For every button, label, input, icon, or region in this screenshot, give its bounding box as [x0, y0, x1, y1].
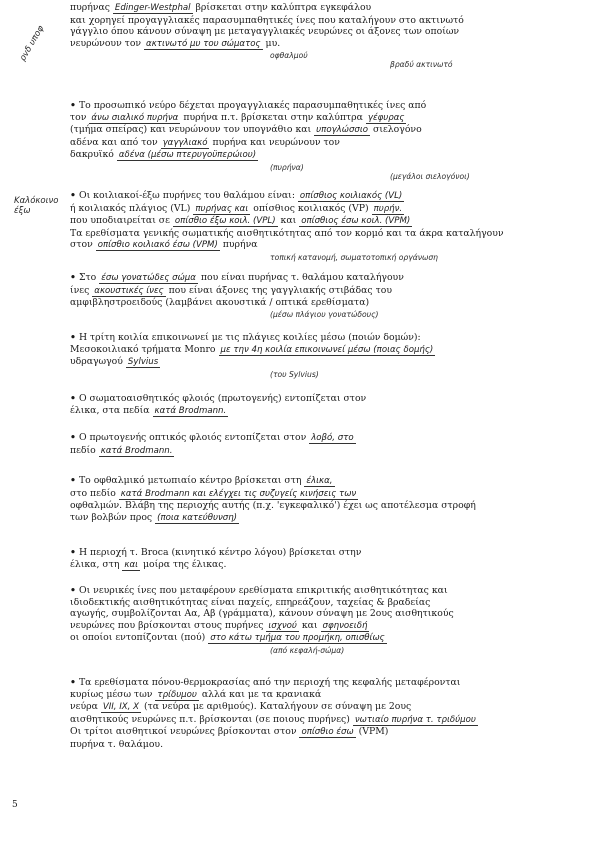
handwritten-answer: κατά Brodmann.	[154, 405, 227, 416]
printed-text: πυρήνα	[222, 239, 258, 251]
printed-text: γάγγλιο όπου κάνουν σύναψη με μεταγαγγλιακές νευρώνες οι άξονες των οποίων	[70, 26, 460, 38]
printed-text: δακρυϊκό	[70, 149, 114, 161]
bullet-icon: •	[70, 393, 76, 404]
question-line	[70, 100, 585, 112]
question-line	[70, 215, 585, 228]
handwritten-answer: οπίσθιος έσω κοιλ. (VPM)	[301, 216, 411, 227]
printed-text: οι οποίοι εντοπίζονται (πού)	[70, 632, 206, 644]
printed-text: νευρώνες που βρίσκονται στους πυρήνες	[70, 619, 264, 631]
printed-text: αλλά και με τα κρανιακά	[201, 688, 322, 700]
handwritten-annotation: (πυρήνα)	[270, 162, 304, 172]
bullet-icon: •	[70, 677, 76, 688]
question-line	[70, 356, 585, 369]
question-line	[70, 332, 585, 344]
bullet-icon: •	[70, 332, 76, 343]
printed-text: στο πεδίο	[70, 487, 116, 499]
printed-text: Στο	[78, 272, 97, 283]
question-line	[70, 739, 585, 751]
question-line	[70, 203, 585, 216]
printed-text: Οι κοιλιακοί-έξω πυρήνες του θαλάμου είναι:	[78, 190, 295, 201]
printed-text: και χορηγεί προγαγγλιακές παρασυμπαθητικές ίνες που καταλήγουν στο ακτινωτό	[70, 14, 464, 26]
printed-text: ίνες	[70, 284, 90, 296]
handwritten-answer: πυρήνας και	[195, 203, 249, 214]
printed-text: πυρήνα και νευρώνουν τον	[212, 136, 340, 148]
printed-text: (VPM)	[358, 726, 389, 738]
printed-text: νευρώνουν τον	[70, 37, 142, 49]
printed-text: Το προσωπικό νεύρο δέχεται προγαγγλιακές παρασυμπαθητικές ίνες από	[78, 100, 427, 111]
question-s6	[70, 393, 585, 417]
printed-text: Το οφθαλμικό μετωπιαίο κέντρο βρίσκεται στη	[78, 475, 302, 486]
question-s8	[70, 475, 585, 524]
handwritten-answer: τρίδυμου	[157, 689, 197, 700]
printed-text: κυρίως μέσω των	[70, 688, 153, 700]
handwritten-answer: Edinger-Westphal	[114, 3, 191, 13]
handwritten-answer: (ποια κατεύθυνση)	[157, 512, 237, 523]
printed-text: Μεσοκοιλιακό τρήματα Monro	[70, 343, 216, 355]
question-line	[70, 393, 585, 405]
question-line	[70, 585, 585, 597]
question-line	[70, 714, 585, 727]
printed-text: νεύρα	[70, 701, 98, 713]
question-line	[70, 137, 585, 150]
handwritten-answer: στο κάτω τμήμα του προμήκη, οπισθίως	[210, 633, 385, 644]
question-line	[70, 620, 585, 633]
question-line	[70, 701, 585, 714]
printed-text: υδραγωγού	[70, 356, 123, 368]
question-line	[70, 344, 585, 357]
printed-text: Η περιοχή τ. Broca (κινητικό κέντρο λόγου) βρίσκεται στην	[78, 547, 362, 558]
printed-text: πυρήνα τ. θαλάμου.	[70, 738, 164, 750]
handwritten-annotation: (μέσω πλάγιου γονατώδους)	[270, 309, 379, 319]
handwritten-answer: γαγγλιακό	[162, 137, 208, 148]
printed-text: (τα νεύρα με αριθμούς). Καταλήγουν σε σύναψη με 2ους	[144, 701, 412, 713]
question-s11	[70, 677, 585, 751]
handwritten-answer: αδένα (μέσω πτερυγοϋπερώιου)	[118, 150, 257, 161]
question-line	[70, 632, 585, 645]
printed-text: αισθητικούς νευρώνες π.τ. βρίσκονται (σε ποιους πυρήνες)	[70, 713, 350, 725]
printed-text: ιδιοδεκτικής αισθητικότητας είναι παχείς, επηρεάζουν, ταχείας & βραδείας	[70, 596, 431, 608]
question-line	[70, 38, 585, 51]
handwritten-answer: νωτιαίο πυρήνα τ. τριδύμου	[354, 714, 476, 725]
question-line	[70, 726, 585, 739]
printed-text: πυρήνα π.τ. βρίσκεται στην καλύπτρα	[183, 111, 363, 123]
printed-text: που υποδιαιρείται σε	[70, 215, 170, 227]
question-line	[70, 547, 585, 559]
question-line	[70, 559, 585, 572]
bullet-icon: •	[70, 272, 76, 283]
margin-note-top-left: ρvδ υποφ	[18, 24, 47, 63]
question-line	[70, 405, 585, 418]
question-line	[70, 677, 585, 689]
handwritten-answer: άνω σιαλικό πυρήνα	[91, 112, 179, 123]
handwritten-answer: έσω γονατώδες σώμα	[101, 273, 196, 283]
question-line	[70, 26, 585, 38]
printed-text: πυρήνας	[70, 2, 110, 13]
question-line	[70, 689, 585, 702]
handwritten-answer: οπίσθιο έξω κοιλ. (VPL)	[174, 216, 276, 227]
handwritten-answer: οπίσθιος κοιλιακός (VL)	[299, 191, 403, 201]
printed-text: τον	[70, 111, 87, 123]
printed-text: (τμήμα σπείρας) και νευρώνουν τον υπογνάθιο και	[70, 124, 312, 136]
question-line	[70, 112, 585, 125]
question-line	[70, 228, 585, 240]
printed-text: μοίρα της έλικας.	[143, 558, 227, 570]
printed-text: οπίσθιος κοιλιακός (VP)	[253, 202, 369, 214]
handwritten-annotation: τοπική κατανομή, σωματοτοπική οργάνωση	[270, 252, 438, 262]
question-line	[70, 432, 585, 445]
question-s1	[70, 2, 585, 68]
printed-text: ή κοιλιακός πλάγιος (VL)	[70, 202, 191, 214]
handwritten-answer: VII, IX, X	[102, 702, 140, 713]
question-s2	[70, 100, 585, 180]
question-line	[70, 488, 585, 501]
handwritten-answer: οπίσθιο έσω	[301, 727, 354, 738]
handwritten-answer: σφηνοειδή	[322, 620, 368, 631]
margin-note-left: Kαλόκοινο έξω	[14, 196, 59, 216]
question-line	[70, 2, 585, 15]
handwritten-answer: κατά Brodmann και ελέγχει τις συζυγείς κινήσεις των	[120, 488, 357, 499]
question-s4	[70, 272, 585, 318]
handwritten-answer: ακτινωτό μυ του σώματος	[146, 38, 261, 49]
bullet-icon: •	[70, 585, 76, 596]
printed-text: μυ.	[265, 37, 281, 49]
handwritten-answer: Sylvius	[127, 357, 159, 368]
handwritten-annotation: (μεγάλοι σιελογόνοι)	[390, 171, 470, 181]
handwritten-answer: με την 4η κοιλία επικοινωνεί μέσω (ποιας δομής)	[220, 344, 434, 355]
handwritten-answer: γέφυρας	[367, 112, 405, 123]
handwritten-answer: ακουστικές ίνες	[94, 285, 164, 296]
handwritten-answer: πυρήν.	[373, 203, 403, 214]
printed-text: οφθαλμών. Βλάβη της περιοχής αυτής (π.χ. 'εγκεφαλικό') έχει ως αποτέλεσμα στροφή	[70, 500, 476, 512]
question-s7	[70, 432, 585, 457]
question-line	[70, 285, 585, 298]
printed-text: σιελογόνο	[372, 124, 422, 136]
handwritten-answer: υπογλώσσιο	[316, 125, 369, 136]
printed-text: έλικα, στα πεδία	[70, 404, 150, 416]
printed-text: αμφιβληστροειδούς (λαμβάνει ακουστικά / οπτικά ερεθίσματα)	[70, 297, 370, 309]
printed-text: που είναι άξονες της γαγγλιακής στιβάδας του	[168, 284, 392, 296]
printed-text: Οι τρίτοι αισθητικοί νευρώνες βρίσκονται στον	[70, 726, 297, 738]
handwritten-answer: ισχνού	[268, 620, 297, 631]
printed-text: Ο πρωτογενής οπτικός φλοιός εντοπίζεται στον	[78, 432, 307, 443]
printed-text: Οι νευρικές ίνες που μεταφέρουν ερεθίσματα επικριτικής αισθητικότητας και	[78, 585, 448, 596]
question-line	[70, 15, 585, 27]
footer-mark: 5	[12, 800, 18, 810]
question-line	[70, 608, 585, 620]
bullet-icon: •	[70, 190, 76, 201]
printed-text: Τα ερεθίσματα πόνου-θερμοκρασίας από την περιοχή της κεφαλής μεταφέρονται	[78, 677, 461, 688]
printed-text: και	[280, 215, 297, 227]
printed-text: έλικα, στη	[70, 558, 120, 570]
question-line	[70, 445, 585, 458]
question-line	[70, 500, 585, 512]
question-line	[70, 124, 585, 137]
bullet-icon: •	[70, 547, 76, 558]
printed-text: αγωγής, συμβολίζονται Aα, Aβ (γράμματα), κάνουν σύναψη με 2ους αισθητικούς	[70, 608, 454, 620]
question-s10	[70, 585, 585, 654]
printed-text: και	[301, 619, 318, 631]
question-line	[70, 297, 585, 309]
question-s3	[70, 190, 585, 261]
question-line	[70, 149, 585, 162]
printed-text: Η τρίτη κοιλία επικοινωνεί με τις πλάγιες κοιλίες μέσω (ποιών δομών):	[78, 332, 421, 343]
question-line	[70, 475, 585, 488]
question-line	[70, 272, 585, 285]
handwritten-answer: κατά Brodmann.	[100, 445, 173, 456]
handwritten-answer: οπίσθιο κοιλιακό έσω (VPM)	[97, 240, 218, 251]
question-line	[70, 239, 585, 252]
printed-text: των βολβών προς	[70, 511, 153, 523]
printed-text: αδένα και από τον	[70, 136, 158, 148]
handwritten-annotation: (από κεφαλή-σώμα)	[270, 645, 345, 655]
question-line	[70, 597, 585, 609]
printed-text: Τα ερεθίσματα γενικής σωματικής αισθητικότητας από τον κορμό και τα άκρα καταλήγουν	[70, 227, 504, 239]
question-s9	[70, 547, 585, 571]
handwritten-annotation: (του Sylvius)	[270, 369, 319, 379]
bullet-icon: •	[70, 100, 76, 111]
handwritten-annotation: βραδύ ακτινωτό	[390, 60, 453, 70]
printed-text: στον	[70, 239, 93, 251]
printed-text: πεδίο	[70, 444, 96, 456]
handwritten-answer: λοβό, στο	[311, 433, 354, 443]
question-line	[70, 512, 585, 525]
question-line	[70, 190, 585, 203]
bullet-icon: •	[70, 475, 76, 486]
handwritten-annotation: οφθαλμού	[270, 51, 308, 61]
printed-text: Ο σωματοαισθητικός φλοιός (πρωτογενής) εντοπίζεται στον	[78, 393, 367, 404]
handwritten-answer: και	[124, 559, 139, 570]
bullet-icon: •	[70, 432, 76, 443]
handwritten-answer: έλικα,	[306, 476, 333, 486]
printed-text: βρίσκεται στην καλύπτρα εγκεφάλου	[195, 2, 372, 13]
question-s5	[70, 332, 585, 378]
printed-text: που είναι πυρήνας τ. θαλάμου καταλήγουν	[200, 272, 404, 283]
